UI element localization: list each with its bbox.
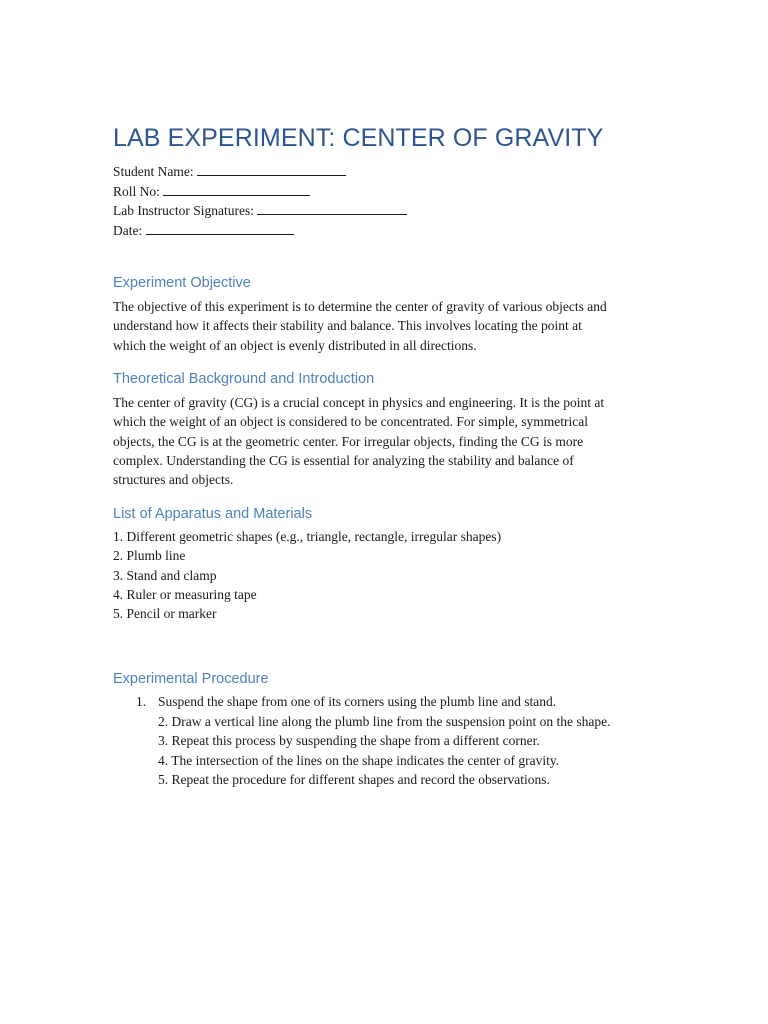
apparatus-list — [113, 527, 501, 623]
roll-no-field — [113, 182, 407, 202]
roll-no-blank[interactable] — [163, 183, 310, 196]
document-title: LAB EXPERIMENT: CENTER OF GRAVITY — [113, 124, 604, 152]
procedure-step-number: 1. — [136, 694, 147, 709]
procedure-step — [113, 692, 611, 712]
instructor-signature-label: Lab Instructor Signatures: — [113, 203, 254, 218]
background-line: complex. Understanding the CG is essential for analyzing the stability and balance of — [113, 452, 574, 468]
apparatus-item: 5. Pencil or marker — [113, 606, 217, 622]
instructor-signature-field — [113, 201, 407, 221]
procedure-step: 3. Repeat this process by suspending the shape from a different corner. — [158, 733, 540, 748]
student-name-label: Student Name: — [113, 164, 194, 179]
apparatus-heading: List of Apparatus and Materials — [113, 506, 313, 522]
objective-line: which the weight of an object is evenly distributed in all directions. — [113, 337, 477, 353]
apparatus-item: 3. Stand and clamp — [113, 567, 217, 583]
objective-line: understand how it affects their stability and balance. This involves locating the point at — [113, 318, 582, 334]
background-line: objects, the CG is at the geometric center. For irregular objects, finding the CG is more — [113, 433, 584, 449]
instructor-signature-blank[interactable] — [257, 202, 407, 215]
procedure-list — [113, 692, 611, 790]
background-line: structures and objects. — [113, 472, 234, 488]
procedure-step-text: Suspend the shape from one of its corners using the plumb line and stand. — [158, 694, 557, 709]
student-name-field — [113, 162, 407, 182]
procedure-heading: Experimental Procedure — [113, 671, 269, 687]
objective-line: The objective of this experiment is to determine the center of gravity of various objects and — [113, 299, 607, 314]
date-label: Date: — [113, 222, 143, 238]
background-heading: Theoretical Background and Introduction — [113, 371, 375, 387]
procedure-step: 5. Repeat the procedure for different shapes and record the observations. — [158, 772, 550, 787]
apparatus-item: 2. Plumb line — [113, 548, 186, 564]
objective-paragraph — [113, 297, 658, 355]
background-line: The center of gravity (CG) is a crucial concept in physics and engineering. It is the point at — [113, 395, 605, 410]
date-blank[interactable] — [146, 222, 294, 235]
background-paragraph — [113, 393, 658, 489]
background-line: which the weight of an object is considered to be concentrated. For simple, symmetrical — [113, 414, 588, 430]
procedure-step: 2. Draw a vertical line along the plumb line from the suspension point on the shape. — [158, 713, 611, 729]
date-field — [113, 221, 407, 241]
apparatus-item: 4. Ruler or measuring tape — [113, 586, 257, 602]
student-name-blank[interactable] — [197, 163, 346, 176]
roll-no-label: Roll No: — [113, 183, 160, 199]
procedure-step: 4. The intersection of the lines on the shape indicates the center of gravity. — [158, 752, 560, 768]
objective-heading: Experiment Objective — [113, 275, 251, 291]
apparatus-item: 1. Different geometric shapes (e.g., triangle, rectangle, irregular shapes) — [113, 529, 502, 544]
student-info-fields — [113, 162, 407, 240]
